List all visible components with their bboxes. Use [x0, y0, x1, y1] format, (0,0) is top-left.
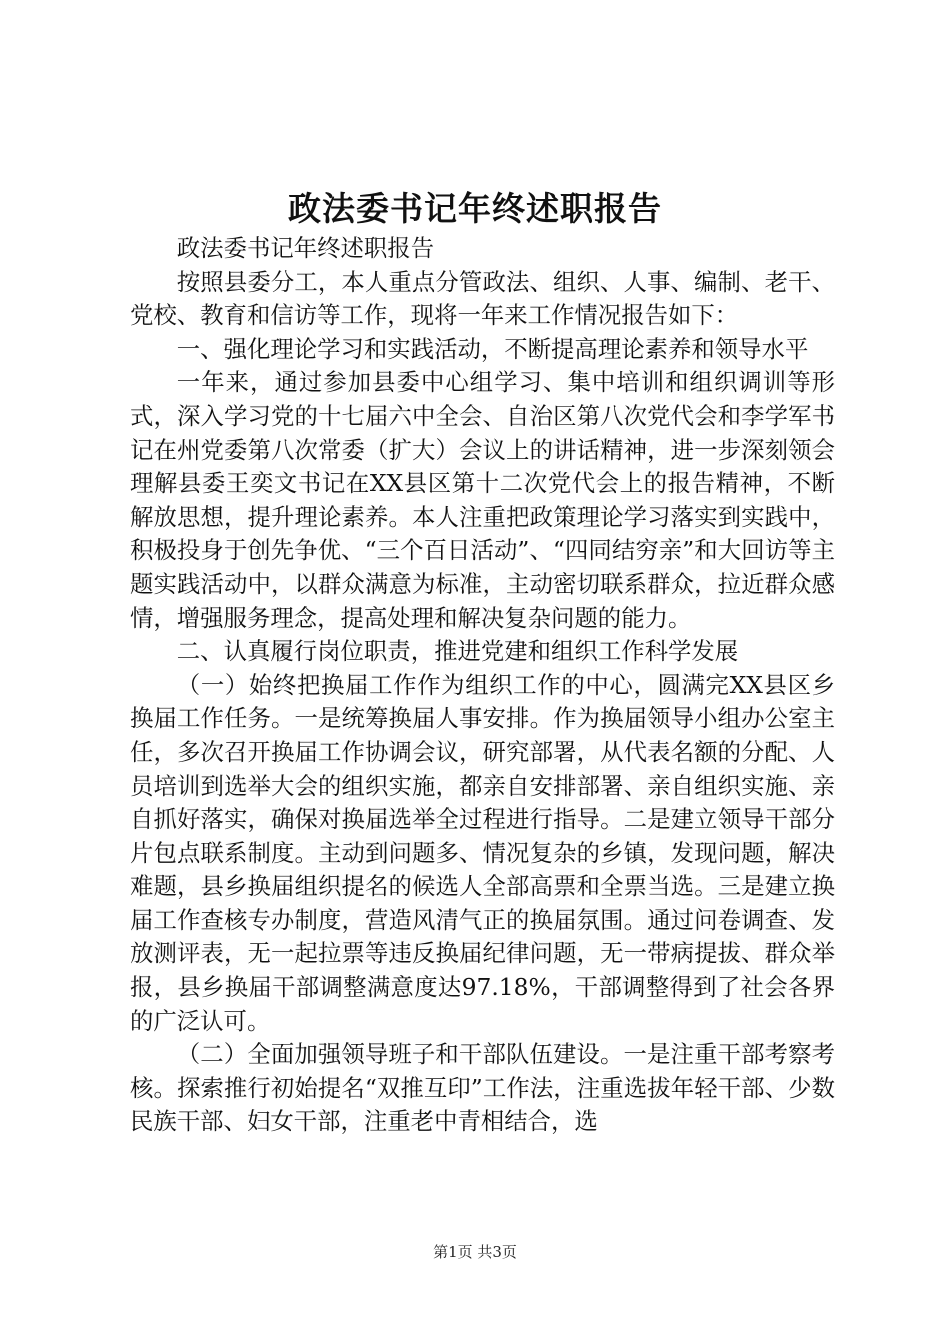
intro-paragraph: 按照县委分工，本人重点分管政法、组织、人事、编制、老干、党校、教育和信访等工作，现将一年来工作情况报告如下：	[130, 267, 835, 330]
document-title: 政法委书记年终述职报告	[288, 189, 662, 228]
body-paragraph: （二）全面加强领导班子和干部队伍建设。一是注重干部考察考核。探索推行初始提名“双推互印”工作法，注重选拔年轻干部、少数民族干部、妇女干部，注重老中青相结合，选	[130, 1040, 835, 1136]
body-paragraph: （一）始终把换届工作作为组织工作的中心，圆满完XX县区乡换届工作任务。一是统筹换届人事安排。作为换届领导小组办公室主任，多次召开换届工作协调会议，研究部署，从代表名额的分配、人员培训到选举大会的组织实施，都亲自安排部署、亲自组织实施、亲自抓好落实，确保对换届选举全过程进行指导。二是建立领导干部分片包点联系制度。主动到问题多、情况复杂的乡镇，发现问题，解决难题，县乡换届组织提名的候选人全部高票和全票当选。三是建立换届工作查核专办制度，营造风清气正的换届氛围。通过问卷调查、发放测评表，无一起拉票等违反换届纪律问题，无一带病提拔、群众举报，县乡换届干部调整满意度达97.18%，干部调整得到了社会各界的广泛认可。	[130, 670, 835, 1035]
section-heading-2: 二、认真履行岗位职责，推进党建和组织工作科学发展	[176, 637, 739, 666]
subtitle-paragraph: 政法委书记年终述职报告	[176, 234, 435, 262]
document-body	[130, 232, 835, 1139]
section-heading-1: 一、强化理论学习和实践活动，不断提高理论素养和领导水平	[176, 334, 809, 363]
body-paragraph: 一年来，通过参加县委中心组学习、集中培训和组织调训等形式，深入学习党的十七届六中全会、自治区第八次党代会和李学军书记在州党委第八次常委（扩大）会议上的讲话精神，进一步深刻领会理解县委王奕文书记在XX县区第十二次党代会上的报告精神，不断解放思想，提升理论素养。本人注重把政策理论学习落实到实践中，积极投身于创先争优、“三个百日活动”、“四同结穷亲”和大回访等主题实践活动中，以群众满意为标准，主动密切联系群众，拉近群众感情，增强服务理念，提高处理和解决复杂问题的能力。	[130, 368, 835, 632]
page-number-footer: 第1页 共3页	[433, 1243, 517, 1261]
